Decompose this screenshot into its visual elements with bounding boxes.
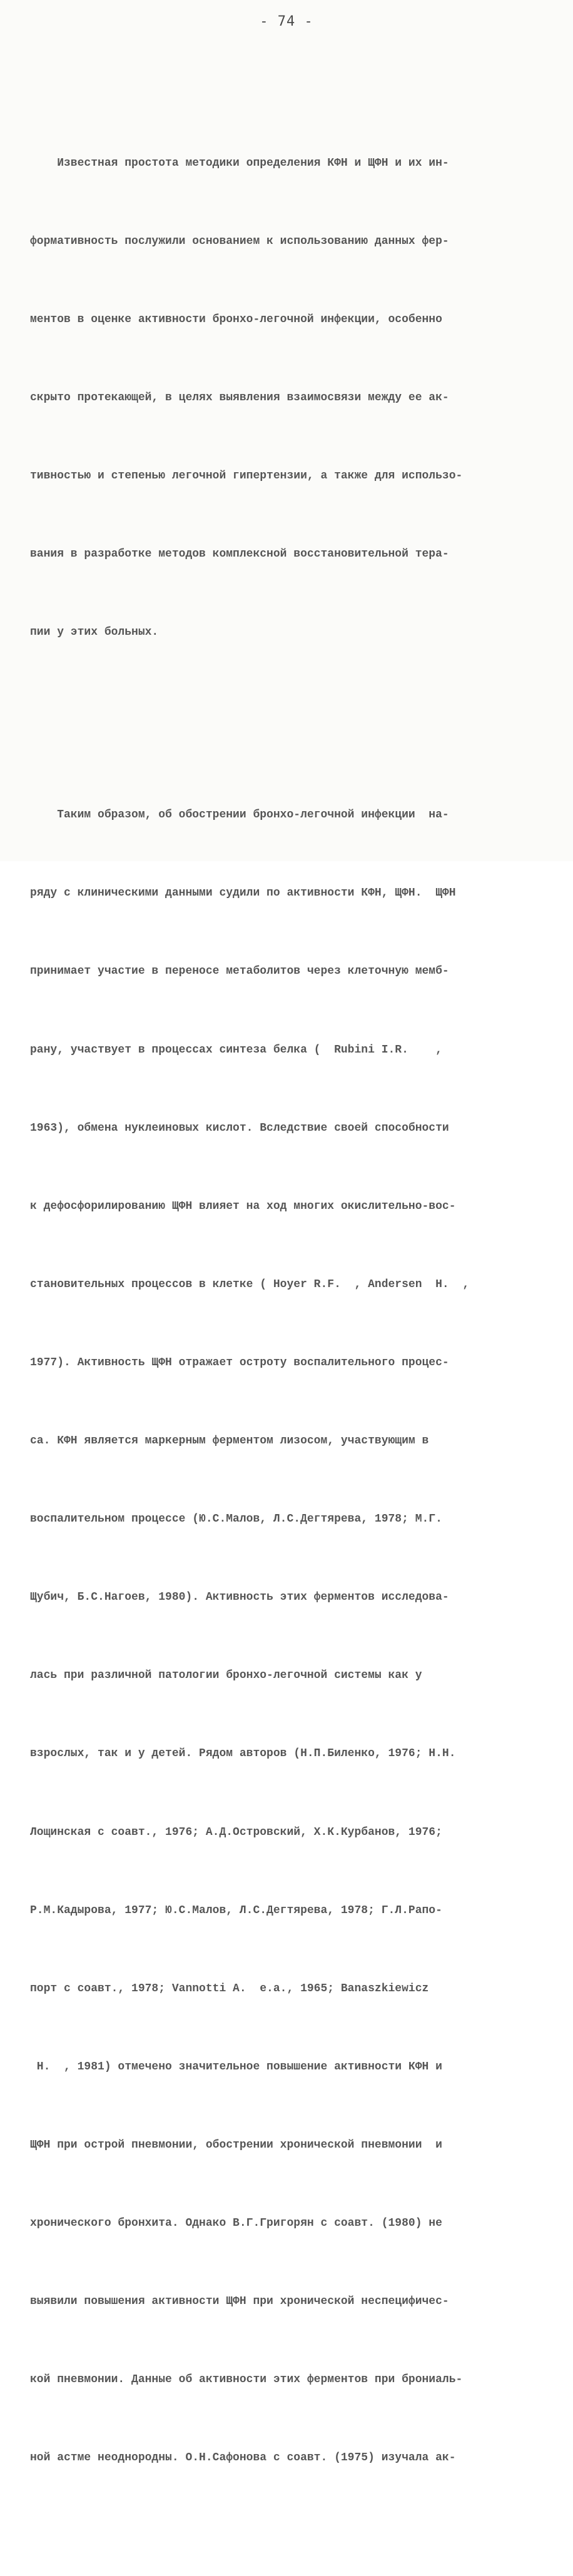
- text-line: Известная простота методики определения КФН и ЩФН и их ин-: [30, 156, 449, 169]
- text-line: ЩФН при острой пневмонии, обострении хронической пневмонии и: [30, 2138, 442, 2151]
- text-line: выявили повышения активности ЩФН при хронической неспецифичес-: [30, 2295, 449, 2308]
- text-line: порт с соавт., 1978; Vannotti A. e.a., 1965; Banaszkiewicz: [30, 1982, 429, 1995]
- text-line: формативность послужили основанием к использованию данных фер-: [30, 235, 449, 248]
- text-line: 1963), обмена нуклеиновых кислот. Вследствие своей способности: [30, 1121, 449, 1134]
- text-line: хронического бронхита. Однако В.Г.Григорян с соавт. (1980) не: [30, 2216, 442, 2230]
- text-line: ментов в оценке активности бронхо-легочной инфекции, особенно: [30, 313, 442, 326]
- text-line: 1977). Активность ЩФН отражает остроту воспалительного процес-: [30, 1356, 449, 1369]
- text-line: рану, участвует в процессах синтеза белка ( Rubini I.R. ,: [30, 1043, 442, 1056]
- text-line: ряду с клиническими данными судили по активности КФН, ЩФН. ЩФН: [30, 887, 456, 900]
- text-line: принимает участие в переносе метаболитов через клеточную мемб-: [30, 965, 449, 978]
- text-line: скрыто протекающей, в целях выявления взаимосвязи между ее ак-: [30, 391, 449, 405]
- paragraph-1: [30, 98, 543, 698]
- text-line: пии у этих больных.: [30, 626, 159, 639]
- text-line: воспалительном процессе (Ю.С.Малов, Л.С.Дегтярева, 1978; М.Г.: [30, 1513, 442, 1526]
- text-line: к дефосфорилированию ЩФН влияет на ход многих окислительно-вос-: [30, 1200, 456, 1213]
- text-line: взрослых, так и у детей. Рядом авторов (Н.П.Биленко, 1976; Н.Н.: [30, 1747, 456, 1760]
- text-line: кой пневмонии. Данные об активности этих ферментов при брониаль-: [30, 2373, 463, 2387]
- text-line: са. КФН является маркерным ферментом лизосом, участвующим в: [30, 1435, 429, 1448]
- text-line: тивностью и степенью легочной гипертензии, а также для использо-: [30, 470, 463, 483]
- page-number: - 74 -: [260, 14, 313, 29]
- text-line: Лощинская с соавт., 1976; А.Д.Островский, Х.К.Курбанов, 1976;: [30, 1826, 442, 1839]
- body-text: [30, 46, 543, 2576]
- text-line: H. , 1981) отмечено значительное повышение активности КФН и: [30, 2060, 442, 2073]
- text-line: Р.М.Кадырова, 1977; Ю.С.Малов, Л.С.Дегтярева, 1978; Г.Л.Рапо-: [30, 1904, 442, 1917]
- text-line: лась при различной патологии бронхо-легочной системы как у: [30, 1669, 422, 1682]
- paragraph-2: [30, 750, 543, 2523]
- text-line: ной астме неоднородны. О.Н.Сафонова с соавт. (1975) изучала ак-: [30, 2452, 456, 2465]
- text-line: становительных процессов в клетке ( Hoyer R.F. , Andersen H. ,: [30, 1278, 470, 1291]
- text-line: вания в разработке методов комплексной восстановительной тера-: [30, 548, 449, 561]
- text-line: Щубич, Б.С.Нагоев, 1980). Активность этих ферментов исследова-: [30, 1591, 449, 1604]
- text-line: Таким образом, об обострении бронхо-легочной инфекции на-: [30, 809, 449, 822]
